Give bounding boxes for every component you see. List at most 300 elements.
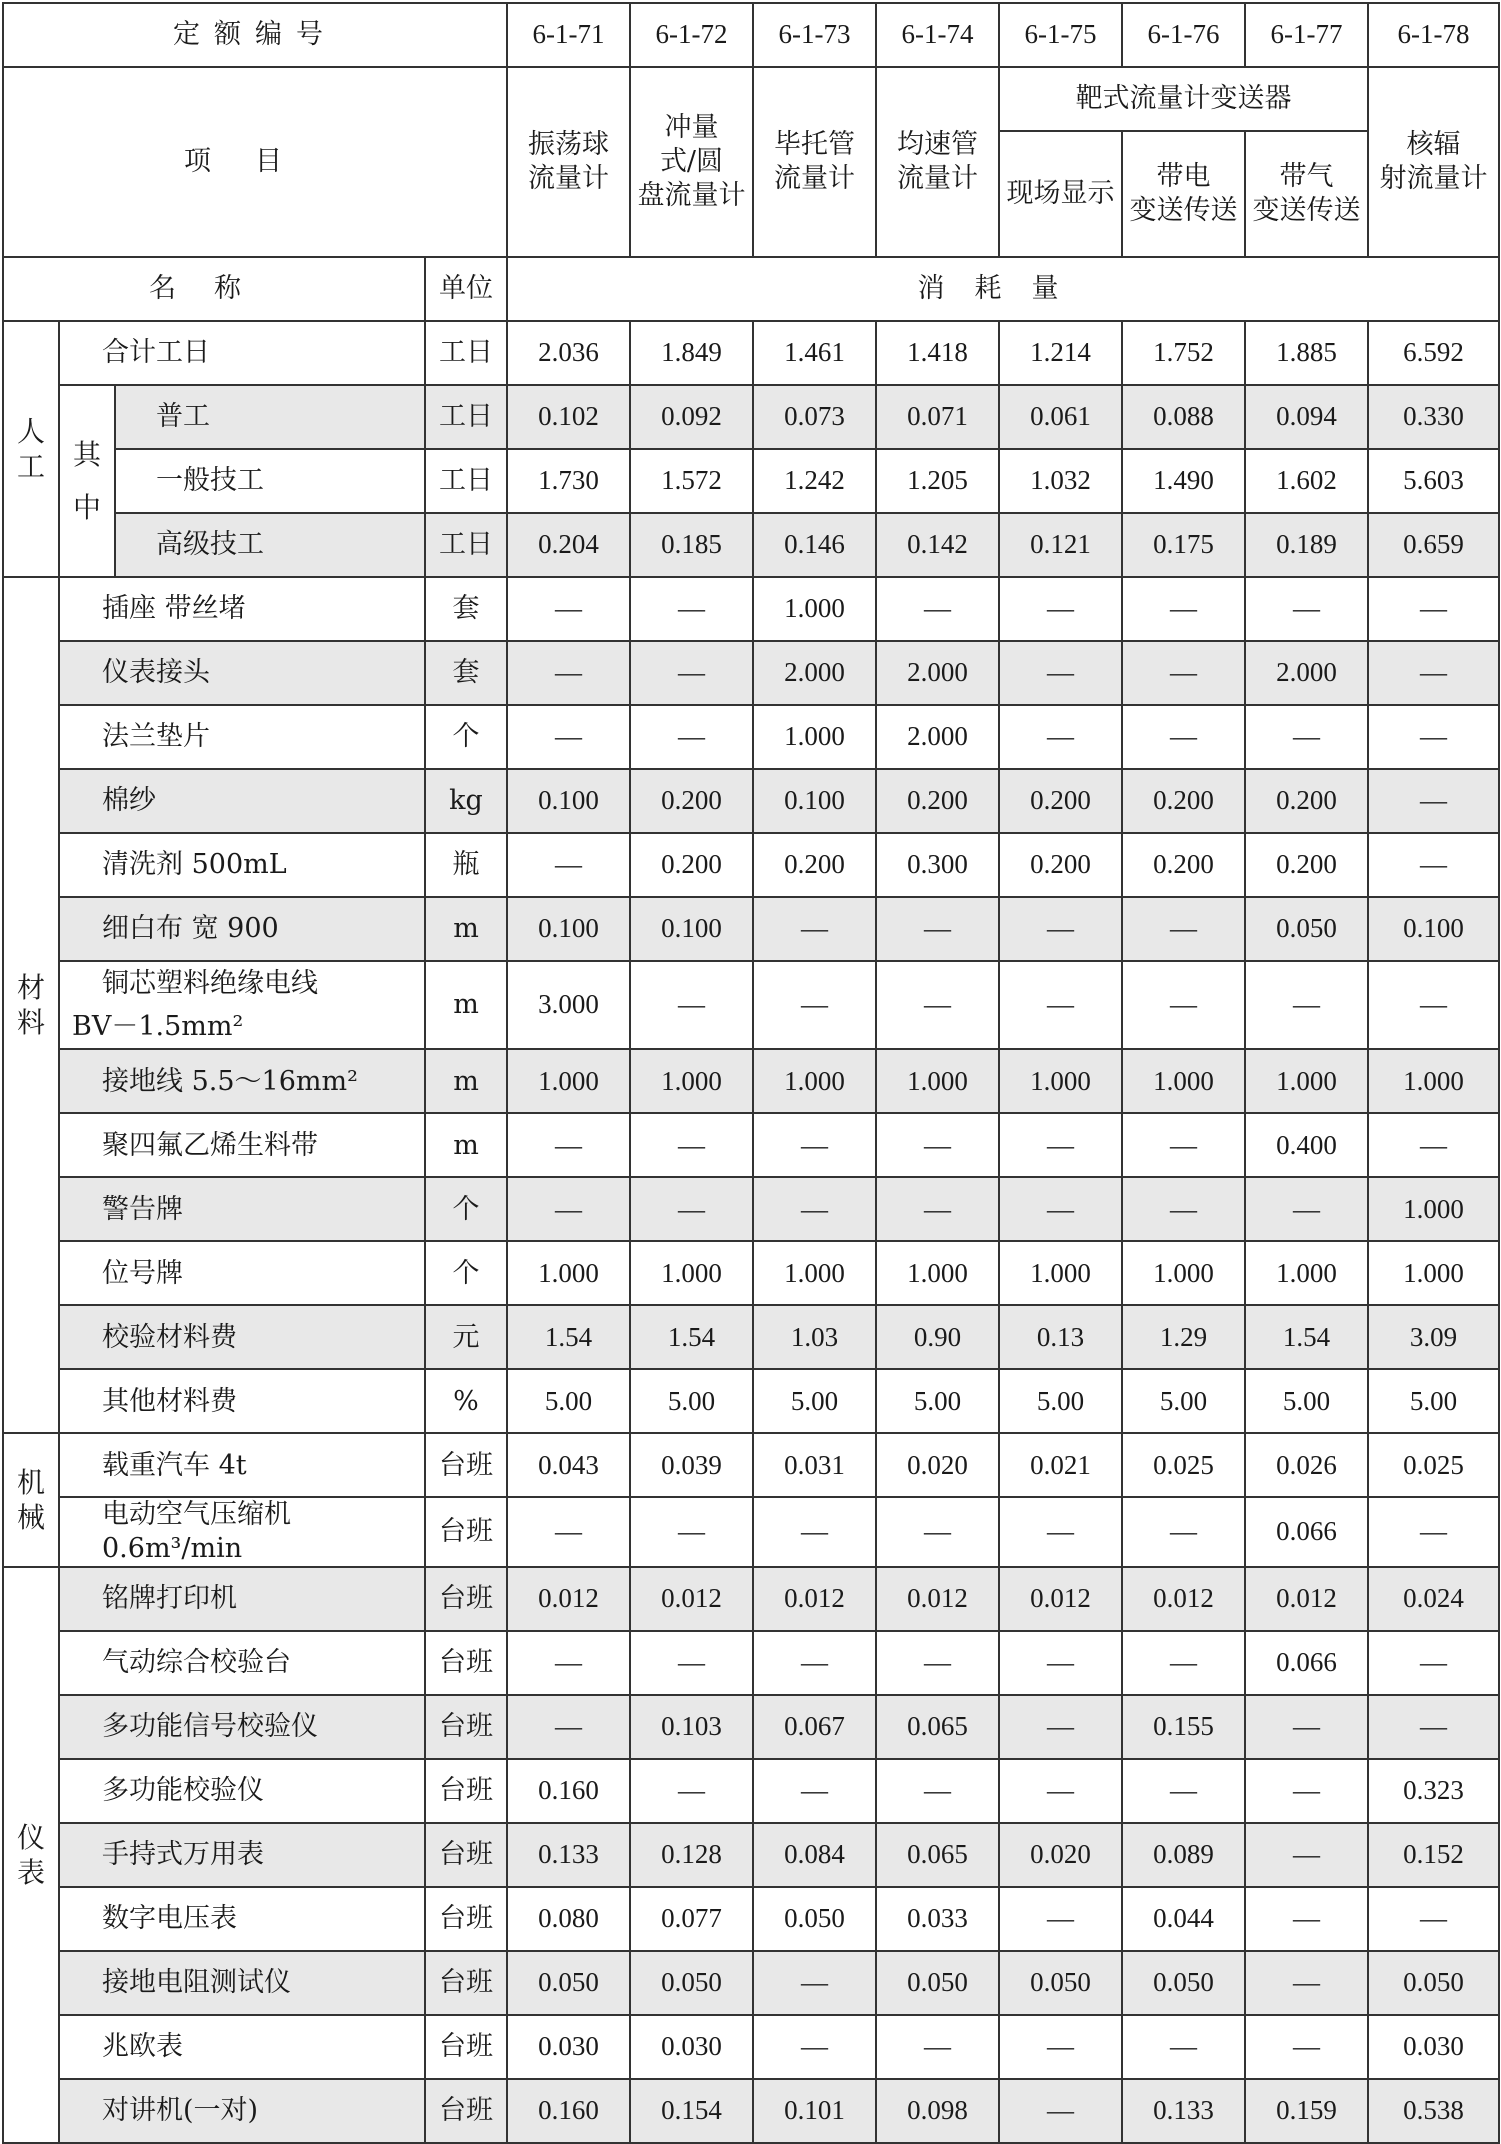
category-char: 工 [16, 450, 45, 483]
value-cell: 1.461 [753, 321, 876, 385]
value-cell: — [630, 705, 753, 769]
value-cell: 0.066 [1245, 1631, 1368, 1695]
value-cell: 5.00 [630, 1369, 753, 1433]
table-row [3, 2015, 1499, 2079]
value-cell: — [1245, 1177, 1368, 1241]
value-cell: 0.200 [1122, 833, 1245, 897]
column-header-c3 [753, 67, 876, 257]
item-label: 项目 [3, 67, 507, 257]
category-instrument [3, 1567, 59, 2143]
value-cell: 6.592 [1368, 321, 1499, 385]
value-cell: 5.00 [507, 1369, 630, 1433]
value-cell: 0.012 [999, 1567, 1122, 1631]
value-cell: — [1122, 2015, 1245, 2079]
unit-label: 单位 [425, 257, 507, 321]
item-unit: 瓶 [425, 833, 507, 897]
table-row [3, 513, 1499, 577]
value-cell: 0.050 [999, 1951, 1122, 2015]
category-char: 中 [72, 491, 101, 524]
value-cell: — [999, 705, 1122, 769]
value-cell: — [1122, 897, 1245, 961]
category-char: 械 [16, 1501, 45, 1535]
value-cell: 0.121 [999, 513, 1122, 577]
item-unit: m [425, 897, 507, 961]
value-cell: 5.603 [1368, 449, 1499, 513]
item-unit: 台班 [425, 1433, 507, 1497]
item-name: 兆欧表 [59, 2015, 425, 2079]
value-cell: — [999, 641, 1122, 705]
value-cell: 1.000 [1368, 1049, 1499, 1113]
column-header-line: 盘流量计 [637, 179, 746, 211]
item-name: 聚四氟乙烯生料带 [59, 1113, 425, 1177]
value-cell: — [507, 1631, 630, 1695]
category-material [3, 577, 59, 1433]
value-cell: 0.200 [630, 833, 753, 897]
value-cell: 0.030 [1368, 2015, 1499, 2079]
item-unit: 个 [425, 1241, 507, 1305]
value-cell: 0.160 [507, 2079, 630, 2143]
item-unit: 个 [425, 705, 507, 769]
value-cell: 0.400 [1245, 1113, 1368, 1177]
value-cell: 0.204 [507, 513, 630, 577]
value-cell: — [630, 961, 753, 1049]
value-cell: — [753, 1951, 876, 2015]
value-cell: — [876, 1631, 999, 1695]
value-cell: 0.050 [1245, 897, 1368, 961]
item-unit: 工日 [425, 385, 507, 449]
value-cell: 0.012 [507, 1567, 630, 1631]
value-cell: 0.100 [507, 769, 630, 833]
column-header-c8 [1368, 67, 1499, 257]
value-cell: — [507, 705, 630, 769]
value-cell: — [630, 1759, 753, 1823]
value-cell: — [1368, 1113, 1499, 1177]
value-cell: — [507, 1695, 630, 1759]
value-cell: 0.067 [753, 1695, 876, 1759]
name-label: 名称 [3, 257, 425, 321]
value-cell: 1.000 [1368, 1241, 1499, 1305]
header-item-row-1 [3, 67, 1499, 131]
value-cell: 2.000 [1245, 641, 1368, 705]
table-row [3, 321, 1499, 385]
value-cell: 5.00 [1245, 1369, 1368, 1433]
value-cell: 0.043 [507, 1433, 630, 1497]
item-name: 对讲机(一对) [59, 2079, 425, 2143]
item-unit: 台班 [425, 2079, 507, 2143]
value-cell: — [507, 577, 630, 641]
value-cell: — [1245, 961, 1368, 1049]
quota-table [2, 2, 1500, 2144]
table-row [3, 897, 1499, 961]
code-cell: 6-1-72 [630, 3, 753, 67]
item-name: 插座 带丝堵 [59, 577, 425, 641]
value-cell: — [753, 1497, 876, 1567]
item-name: 其他材料费 [59, 1369, 425, 1433]
value-cell: — [1122, 961, 1245, 1049]
value-cell: 1.752 [1122, 321, 1245, 385]
table-row [3, 1759, 1499, 1823]
category-char: 机 [16, 1466, 45, 1500]
value-cell: — [1245, 2015, 1368, 2079]
value-cell: — [876, 961, 999, 1049]
value-cell: 0.025 [1368, 1433, 1499, 1497]
value-cell: — [1245, 577, 1368, 641]
item-unit: 台班 [425, 1951, 507, 2015]
value-cell: 0.025 [1122, 1433, 1245, 1497]
table-row [3, 1113, 1499, 1177]
value-cell: — [1368, 1887, 1499, 1951]
value-cell: 1.730 [507, 449, 630, 513]
code-cell: 6-1-74 [876, 3, 999, 67]
value-cell: — [999, 1631, 1122, 1695]
value-cell: 1.490 [1122, 449, 1245, 513]
value-cell: 0.012 [1122, 1567, 1245, 1631]
target-group-header: 靶式流量计变送器 [999, 67, 1368, 131]
value-cell: 1.000 [507, 1241, 630, 1305]
column-header-line: 冲量 [664, 112, 719, 144]
column-header-line: 现场显示 [1006, 178, 1115, 210]
value-cell: 0.077 [630, 1887, 753, 1951]
value-cell: — [999, 1759, 1122, 1823]
value-cell: 0.065 [876, 1823, 999, 1887]
value-cell: 1.572 [630, 449, 753, 513]
value-cell: — [753, 1759, 876, 1823]
value-cell: — [1245, 1887, 1368, 1951]
item-name: 棉纱 [59, 769, 425, 833]
column-header-c2 [630, 67, 753, 257]
value-cell: 1.03 [753, 1305, 876, 1369]
value-cell: — [1122, 1177, 1245, 1241]
value-cell: 1.000 [1245, 1241, 1368, 1305]
value-cell: 0.061 [999, 385, 1122, 449]
table-row [3, 641, 1499, 705]
value-cell: 1.000 [1122, 1241, 1245, 1305]
value-cell: — [999, 1887, 1122, 1951]
value-cell: — [999, 2079, 1122, 2143]
table-row [3, 449, 1499, 513]
item-unit: 台班 [425, 1759, 507, 1823]
item-unit: 台班 [425, 1887, 507, 1951]
value-cell: 0.050 [876, 1951, 999, 2015]
code-cell: 6-1-73 [753, 3, 876, 67]
value-cell: 0.073 [753, 385, 876, 449]
value-cell: 0.089 [1122, 1823, 1245, 1887]
column-header-line: 流量计 [528, 163, 609, 194]
column-header-line: 变送传送 [1129, 195, 1238, 226]
value-cell: 0.200 [999, 833, 1122, 897]
value-cell: — [753, 1631, 876, 1695]
value-cell: — [1245, 1823, 1368, 1887]
category-char: 表 [16, 1855, 45, 1889]
item-unit: 个 [425, 1177, 507, 1241]
value-cell: 0.90 [876, 1305, 999, 1369]
value-cell: — [630, 577, 753, 641]
value-cell: 0.200 [999, 769, 1122, 833]
item-name: 铭牌打印机 [59, 1567, 425, 1631]
value-cell: 0.13 [999, 1305, 1122, 1369]
value-cell: 0.154 [630, 2079, 753, 2143]
column-header-c7 [1245, 131, 1368, 257]
value-cell: 0.033 [876, 1887, 999, 1951]
value-cell: — [876, 577, 999, 641]
value-cell: — [1368, 1497, 1499, 1567]
item-name: 多功能校验仪 [59, 1759, 425, 1823]
value-cell: — [999, 897, 1122, 961]
item-unit: 台班 [425, 1823, 507, 1887]
item-unit: % [425, 1369, 507, 1433]
value-cell: — [1245, 1695, 1368, 1759]
item-name: 接地线 5.5～16mm² [59, 1049, 425, 1113]
value-cell: — [753, 1113, 876, 1177]
value-cell: — [630, 1177, 753, 1241]
value-cell: 5.00 [1122, 1369, 1245, 1433]
value-cell: 0.200 [1245, 769, 1368, 833]
value-cell: 0.071 [876, 385, 999, 449]
item-name: 高级技工 [115, 513, 425, 577]
value-cell: 0.026 [1245, 1433, 1368, 1497]
value-cell: 0.159 [1245, 2079, 1368, 2143]
value-cell: — [1368, 769, 1499, 833]
value-cell: — [999, 1497, 1122, 1567]
value-cell: 0.160 [507, 1759, 630, 1823]
item-name-line: BV－1.5mm² [72, 1011, 244, 1043]
value-cell: 0.012 [876, 1567, 999, 1631]
value-cell: — [753, 961, 876, 1049]
column-header-line: 式/圆 [659, 146, 724, 178]
value-cell: 1.849 [630, 321, 753, 385]
value-cell: 1.000 [630, 1241, 753, 1305]
value-cell: 1.000 [876, 1241, 999, 1305]
table-row [3, 1497, 1499, 1567]
value-cell: 2.036 [507, 321, 630, 385]
code-cell: 6-1-78 [1368, 3, 1499, 67]
value-cell: 2.000 [876, 705, 999, 769]
value-cell: 0.175 [1122, 513, 1245, 577]
item-name: 一般技工 [115, 449, 425, 513]
item-name: 位号牌 [59, 1241, 425, 1305]
value-cell: — [1122, 1631, 1245, 1695]
value-cell: 1.205 [876, 449, 999, 513]
value-cell: — [876, 1759, 999, 1823]
table-row [3, 1695, 1499, 1759]
value-cell: 0.200 [630, 769, 753, 833]
value-cell: 0.050 [753, 1887, 876, 1951]
item-unit: 工日 [425, 513, 507, 577]
value-cell: — [753, 897, 876, 961]
item-name: 校验材料费 [59, 1305, 425, 1369]
value-cell: 0.031 [753, 1433, 876, 1497]
item-name: 仪表接头 [59, 641, 425, 705]
value-cell: — [1368, 1695, 1499, 1759]
value-cell: 0.050 [507, 1951, 630, 2015]
column-header-line: 带气 [1279, 161, 1334, 193]
value-cell: 0.152 [1368, 1823, 1499, 1887]
value-cell: 0.100 [630, 897, 753, 961]
value-cell: 0.128 [630, 1823, 753, 1887]
value-cell: 0.044 [1122, 1887, 1245, 1951]
item-unit: m [425, 1113, 507, 1177]
value-cell: 1.000 [753, 577, 876, 641]
item-unit: 套 [425, 641, 507, 705]
value-cell: 1.000 [999, 1049, 1122, 1113]
item-unit: 台班 [425, 1567, 507, 1631]
value-cell: — [1122, 577, 1245, 641]
item-name: 手持式万用表 [59, 1823, 425, 1887]
item-unit: 工日 [425, 321, 507, 385]
item-name: 气动综合校验台 [59, 1631, 425, 1695]
value-cell: 1.000 [753, 1049, 876, 1113]
table-row [3, 961, 1499, 1049]
table-row [3, 1951, 1499, 2015]
header-code-row [3, 3, 1499, 67]
value-cell: 2.000 [876, 641, 999, 705]
value-cell: 1.418 [876, 321, 999, 385]
value-cell: 1.29 [1122, 1305, 1245, 1369]
value-cell: 5.00 [1368, 1369, 1499, 1433]
value-cell: — [630, 1631, 753, 1695]
value-cell: 0.020 [876, 1433, 999, 1497]
table-row [3, 1433, 1499, 1497]
value-cell: — [999, 1177, 1122, 1241]
column-header-line: 流量计 [774, 163, 855, 194]
value-cell: — [1122, 1759, 1245, 1823]
value-cell: 0.100 [507, 897, 630, 961]
value-cell: — [507, 1177, 630, 1241]
consumption-label: 消耗量 [507, 257, 1499, 321]
value-cell: 0.066 [1245, 1497, 1368, 1567]
quota-code-label: 定额编号 [3, 3, 507, 67]
value-cell: 1.885 [1245, 321, 1368, 385]
column-header-c5 [999, 131, 1122, 257]
item-unit: 工日 [425, 449, 507, 513]
code-cell: 6-1-77 [1245, 3, 1368, 67]
header-name-row [3, 257, 1499, 321]
value-cell: 0.012 [753, 1567, 876, 1631]
column-header-line: 流量计 [897, 163, 978, 194]
item-unit: m [425, 961, 507, 1049]
column-header-c4 [876, 67, 999, 257]
value-cell: 0.142 [876, 513, 999, 577]
value-cell: 1.000 [630, 1049, 753, 1113]
value-cell: 0.050 [1368, 1951, 1499, 2015]
category-among [59, 385, 115, 577]
value-cell: 1.214 [999, 321, 1122, 385]
value-cell: 0.330 [1368, 385, 1499, 449]
item-unit: m [425, 1049, 507, 1113]
value-cell: 5.00 [999, 1369, 1122, 1433]
column-header-c6 [1122, 131, 1245, 257]
value-cell: 0.021 [999, 1433, 1122, 1497]
item-unit: 台班 [425, 1497, 507, 1567]
value-cell: 1.000 [876, 1049, 999, 1113]
value-cell: — [1245, 1759, 1368, 1823]
value-cell: — [1122, 1497, 1245, 1567]
value-cell: — [1368, 833, 1499, 897]
value-cell: 0.039 [630, 1433, 753, 1497]
value-cell: — [1368, 961, 1499, 1049]
value-cell: — [876, 1177, 999, 1241]
value-cell: 1.000 [753, 705, 876, 769]
code-cell: 6-1-76 [1122, 3, 1245, 67]
table-row [3, 769, 1499, 833]
value-cell: — [1122, 1113, 1245, 1177]
value-cell: 1.000 [1245, 1049, 1368, 1113]
value-cell: 0.200 [753, 833, 876, 897]
value-cell: 1.000 [753, 1241, 876, 1305]
value-cell: 1.54 [630, 1305, 753, 1369]
category-char: 人 [16, 415, 45, 448]
item-unit: 台班 [425, 1631, 507, 1695]
item-unit: 元 [425, 1305, 507, 1369]
value-cell: 0.185 [630, 513, 753, 577]
value-cell: 0.102 [507, 385, 630, 449]
value-cell: 0.200 [876, 769, 999, 833]
value-cell: — [507, 1113, 630, 1177]
value-cell: — [1245, 1951, 1368, 2015]
value-cell: 1.54 [1245, 1305, 1368, 1369]
value-cell: 0.050 [630, 1951, 753, 2015]
item-name-line: 铜芯塑料绝缘电线 [102, 968, 318, 999]
value-cell: — [1122, 705, 1245, 769]
value-cell: 5.00 [753, 1369, 876, 1433]
value-cell: — [507, 833, 630, 897]
item-name: 法兰垫片 [59, 705, 425, 769]
value-cell: 0.300 [876, 833, 999, 897]
value-cell: 0.100 [753, 769, 876, 833]
value-cell: 0.088 [1122, 385, 1245, 449]
table-row [3, 705, 1499, 769]
table-row [3, 1305, 1499, 1369]
item-name: 细白布 宽 900 [59, 897, 425, 961]
table-row [3, 1241, 1499, 1305]
value-cell: 0.084 [753, 1823, 876, 1887]
value-cell: — [876, 897, 999, 961]
value-cell: 0.200 [1245, 833, 1368, 897]
value-cell: — [999, 577, 1122, 641]
item-name: 普工 [115, 385, 425, 449]
value-cell: — [630, 1113, 753, 1177]
value-cell: — [507, 641, 630, 705]
value-cell: — [1245, 705, 1368, 769]
value-cell: 0.155 [1122, 1695, 1245, 1759]
value-cell: 0.323 [1368, 1759, 1499, 1823]
value-cell: 0.538 [1368, 2079, 1499, 2143]
table-row [3, 1177, 1499, 1241]
item-unit: 台班 [425, 1695, 507, 1759]
value-cell: 0.030 [507, 2015, 630, 2079]
value-cell: — [876, 2015, 999, 2079]
table-row [3, 2079, 1499, 2143]
item-name: 接地电阻测试仪 [59, 1951, 425, 2015]
value-cell: — [1368, 1631, 1499, 1695]
table-row [3, 1049, 1499, 1113]
value-cell: 3.000 [507, 961, 630, 1049]
value-cell: 0.189 [1245, 513, 1368, 577]
item-name: 电动空气压缩机 0.6m³/min [59, 1497, 425, 1567]
value-cell: — [1368, 641, 1499, 705]
table-row [3, 1823, 1499, 1887]
item-unit: 套 [425, 577, 507, 641]
value-cell: 0.098 [876, 2079, 999, 2143]
value-cell: 0.030 [630, 2015, 753, 2079]
value-cell: — [753, 1177, 876, 1241]
value-cell: 0.012 [630, 1567, 753, 1631]
column-header-line: 均速管 [897, 129, 978, 161]
column-header-line: 带电 [1156, 161, 1211, 193]
value-cell: 0.100 [1368, 897, 1499, 961]
value-cell: 1.000 [1122, 1049, 1245, 1113]
value-cell: — [1368, 705, 1499, 769]
